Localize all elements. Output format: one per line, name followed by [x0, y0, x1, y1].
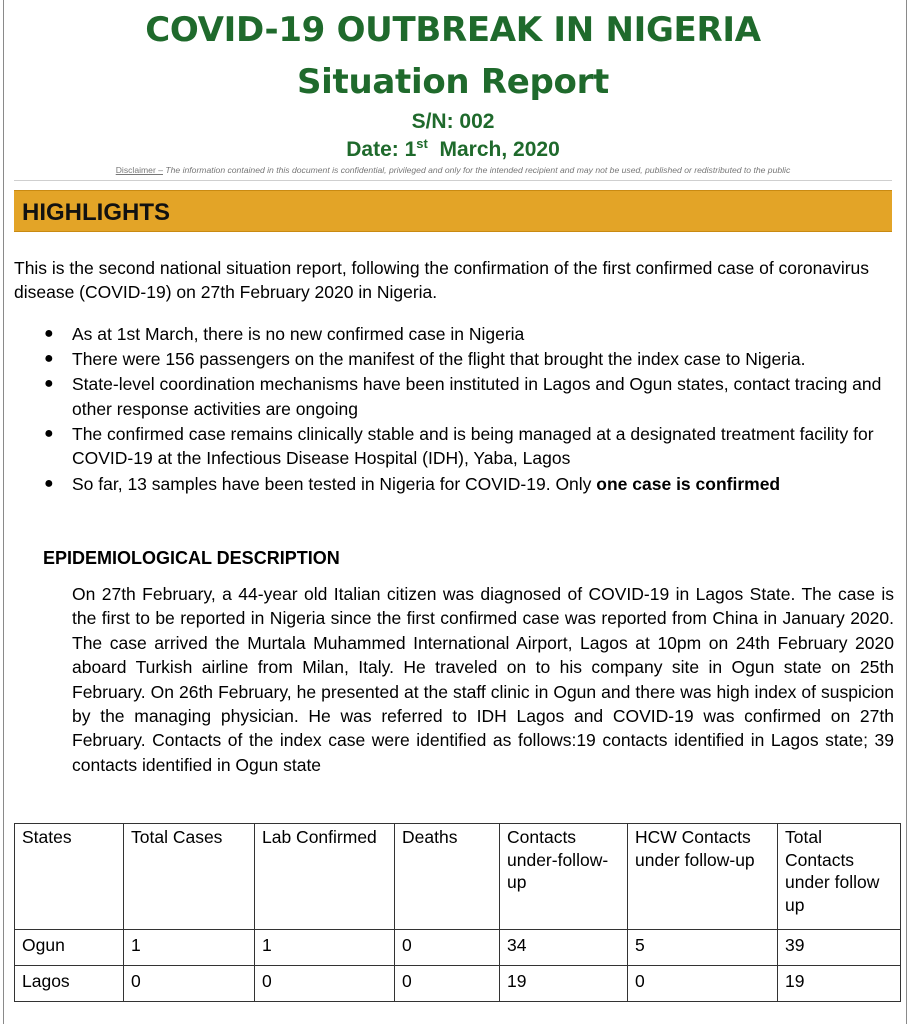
cell-total-cases: 0 [124, 966, 255, 1002]
list-item-text: As at 1st March, there is no new confirmed case in Nigeria [72, 324, 525, 344]
cell-state: Ogun [15, 930, 124, 966]
column-header-lab-confirmed: Lab Confirmed [255, 824, 395, 930]
epidemiological-heading: EPIDEMIOLOGICAL DESCRIPTION [43, 548, 340, 568]
cell-contacts: 34 [500, 930, 628, 966]
list-item [40, 422, 896, 471]
list-item [40, 322, 896, 347]
list-item-text: State-level coordination mechanisms have been instituted in Lagos and Ogun states, contact tracing and other response activities are ongoing [72, 374, 882, 419]
bullet-dot: ● [44, 424, 54, 442]
list-item-text: So far, 13 samples have been tested in Nigeria for COVID-19. Only [72, 473, 597, 494]
cell-total-contacts: 39 [778, 930, 901, 966]
table-row [15, 966, 901, 1002]
date-ordinal: st [416, 136, 428, 151]
column-header-deaths: Deaths [395, 824, 500, 930]
list-item-text: The confirmed case remains clinically stable and is being managed at a designated treatment facility for COVID-19 at the Infectious Disease Hospital (IDH), Yaba, Lagos [72, 423, 874, 469]
disclaimer [0, 165, 906, 175]
column-header-contacts: Contacts under-follow-up [500, 824, 628, 930]
highlights-banner [14, 190, 892, 232]
cell-total-contacts: 19 [778, 966, 901, 1002]
date-prefix: Date: 1 [346, 138, 417, 161]
bullet-dot: ● [44, 325, 54, 342]
column-header-hcw-contacts: HCW Contacts under follow-up [628, 824, 778, 930]
divider [14, 180, 892, 181]
list-item [40, 347, 896, 372]
highlights-intro: This is the second national situation report, following the confirmation of the first confirmed case of coronavirus disease (COVID-19) on 27th February 2020 in Nigeria. [14, 258, 870, 302]
disclaimer-text: The information contained in this document is confidential, privileged and only for the intended recipient and may not be used, published or redistributed to the public [163, 165, 791, 175]
cell-deaths: 0 [395, 966, 500, 1002]
list-item [40, 372, 896, 421]
list-item-emphasis: one case is confirmed [596, 473, 781, 494]
highlights-heading: HIGHLIGHTS [22, 199, 170, 226]
cell-state: Lagos [15, 966, 124, 1002]
bullet-dot: ● [44, 350, 54, 368]
report-subtitle: Situation Report [296, 62, 609, 102]
list-item [40, 472, 896, 497]
disclaimer-label: Disclaimer – [115, 165, 163, 175]
list-item-text: There were 156 passengers on the manifest of the flight that brought the index case to Nigeria. [72, 349, 806, 370]
cell-hcw-contacts: 5 [628, 930, 778, 966]
report-date [0, 136, 906, 162]
table-row [15, 930, 901, 966]
column-header-total-contacts: Total Contacts under follow up [778, 824, 901, 930]
cell-deaths: 0 [395, 930, 500, 966]
cell-total-cases: 1 [124, 930, 255, 966]
cell-contacts: 19 [500, 966, 628, 1002]
date-suffix: March, 2020 [427, 138, 560, 161]
bullet-dot: ● [44, 375, 54, 393]
cell-lab-confirmed: 1 [255, 930, 395, 966]
epidemiological-text: On 27th February, a 44-year old Italian citizen was diagnosed of COVID-19 in Lagos State. The case is the first to be reported in Nigeria since the first confirmed case was reported from China in January 2020. The case arrived the Murtala Muhammed International Airport, Lagos at 10pm on 24th February 2020 aboard Turkish airline from Milan, Italy. He traveled on to his company site in Ogun state on 25th February. On 26th February, he presented at the staff clinic in Ogun and there was high index of suspicion by the managing physician. He was referred to IDH Lagos and COVID-19 was confirmed on 27th February. Contacts of the index case were identified as follows:19 contacts identified in Lagos state; 39 contacts identified in Ogun state [72, 584, 894, 775]
highlights-list [40, 322, 896, 497]
table-header-row [15, 824, 901, 930]
serial-number: S/N: 002 [411, 110, 495, 133]
cell-hcw-contacts: 0 [628, 966, 778, 1002]
bullet-dot: ● [44, 474, 54, 492]
column-header-total-cases: Total Cases [124, 824, 255, 930]
cell-lab-confirmed: 0 [255, 966, 395, 1002]
column-header-states: States [15, 824, 124, 930]
report-title: COVID-19 OUTBREAK IN NIGERIA [145, 10, 761, 50]
cases-table [14, 823, 901, 1002]
